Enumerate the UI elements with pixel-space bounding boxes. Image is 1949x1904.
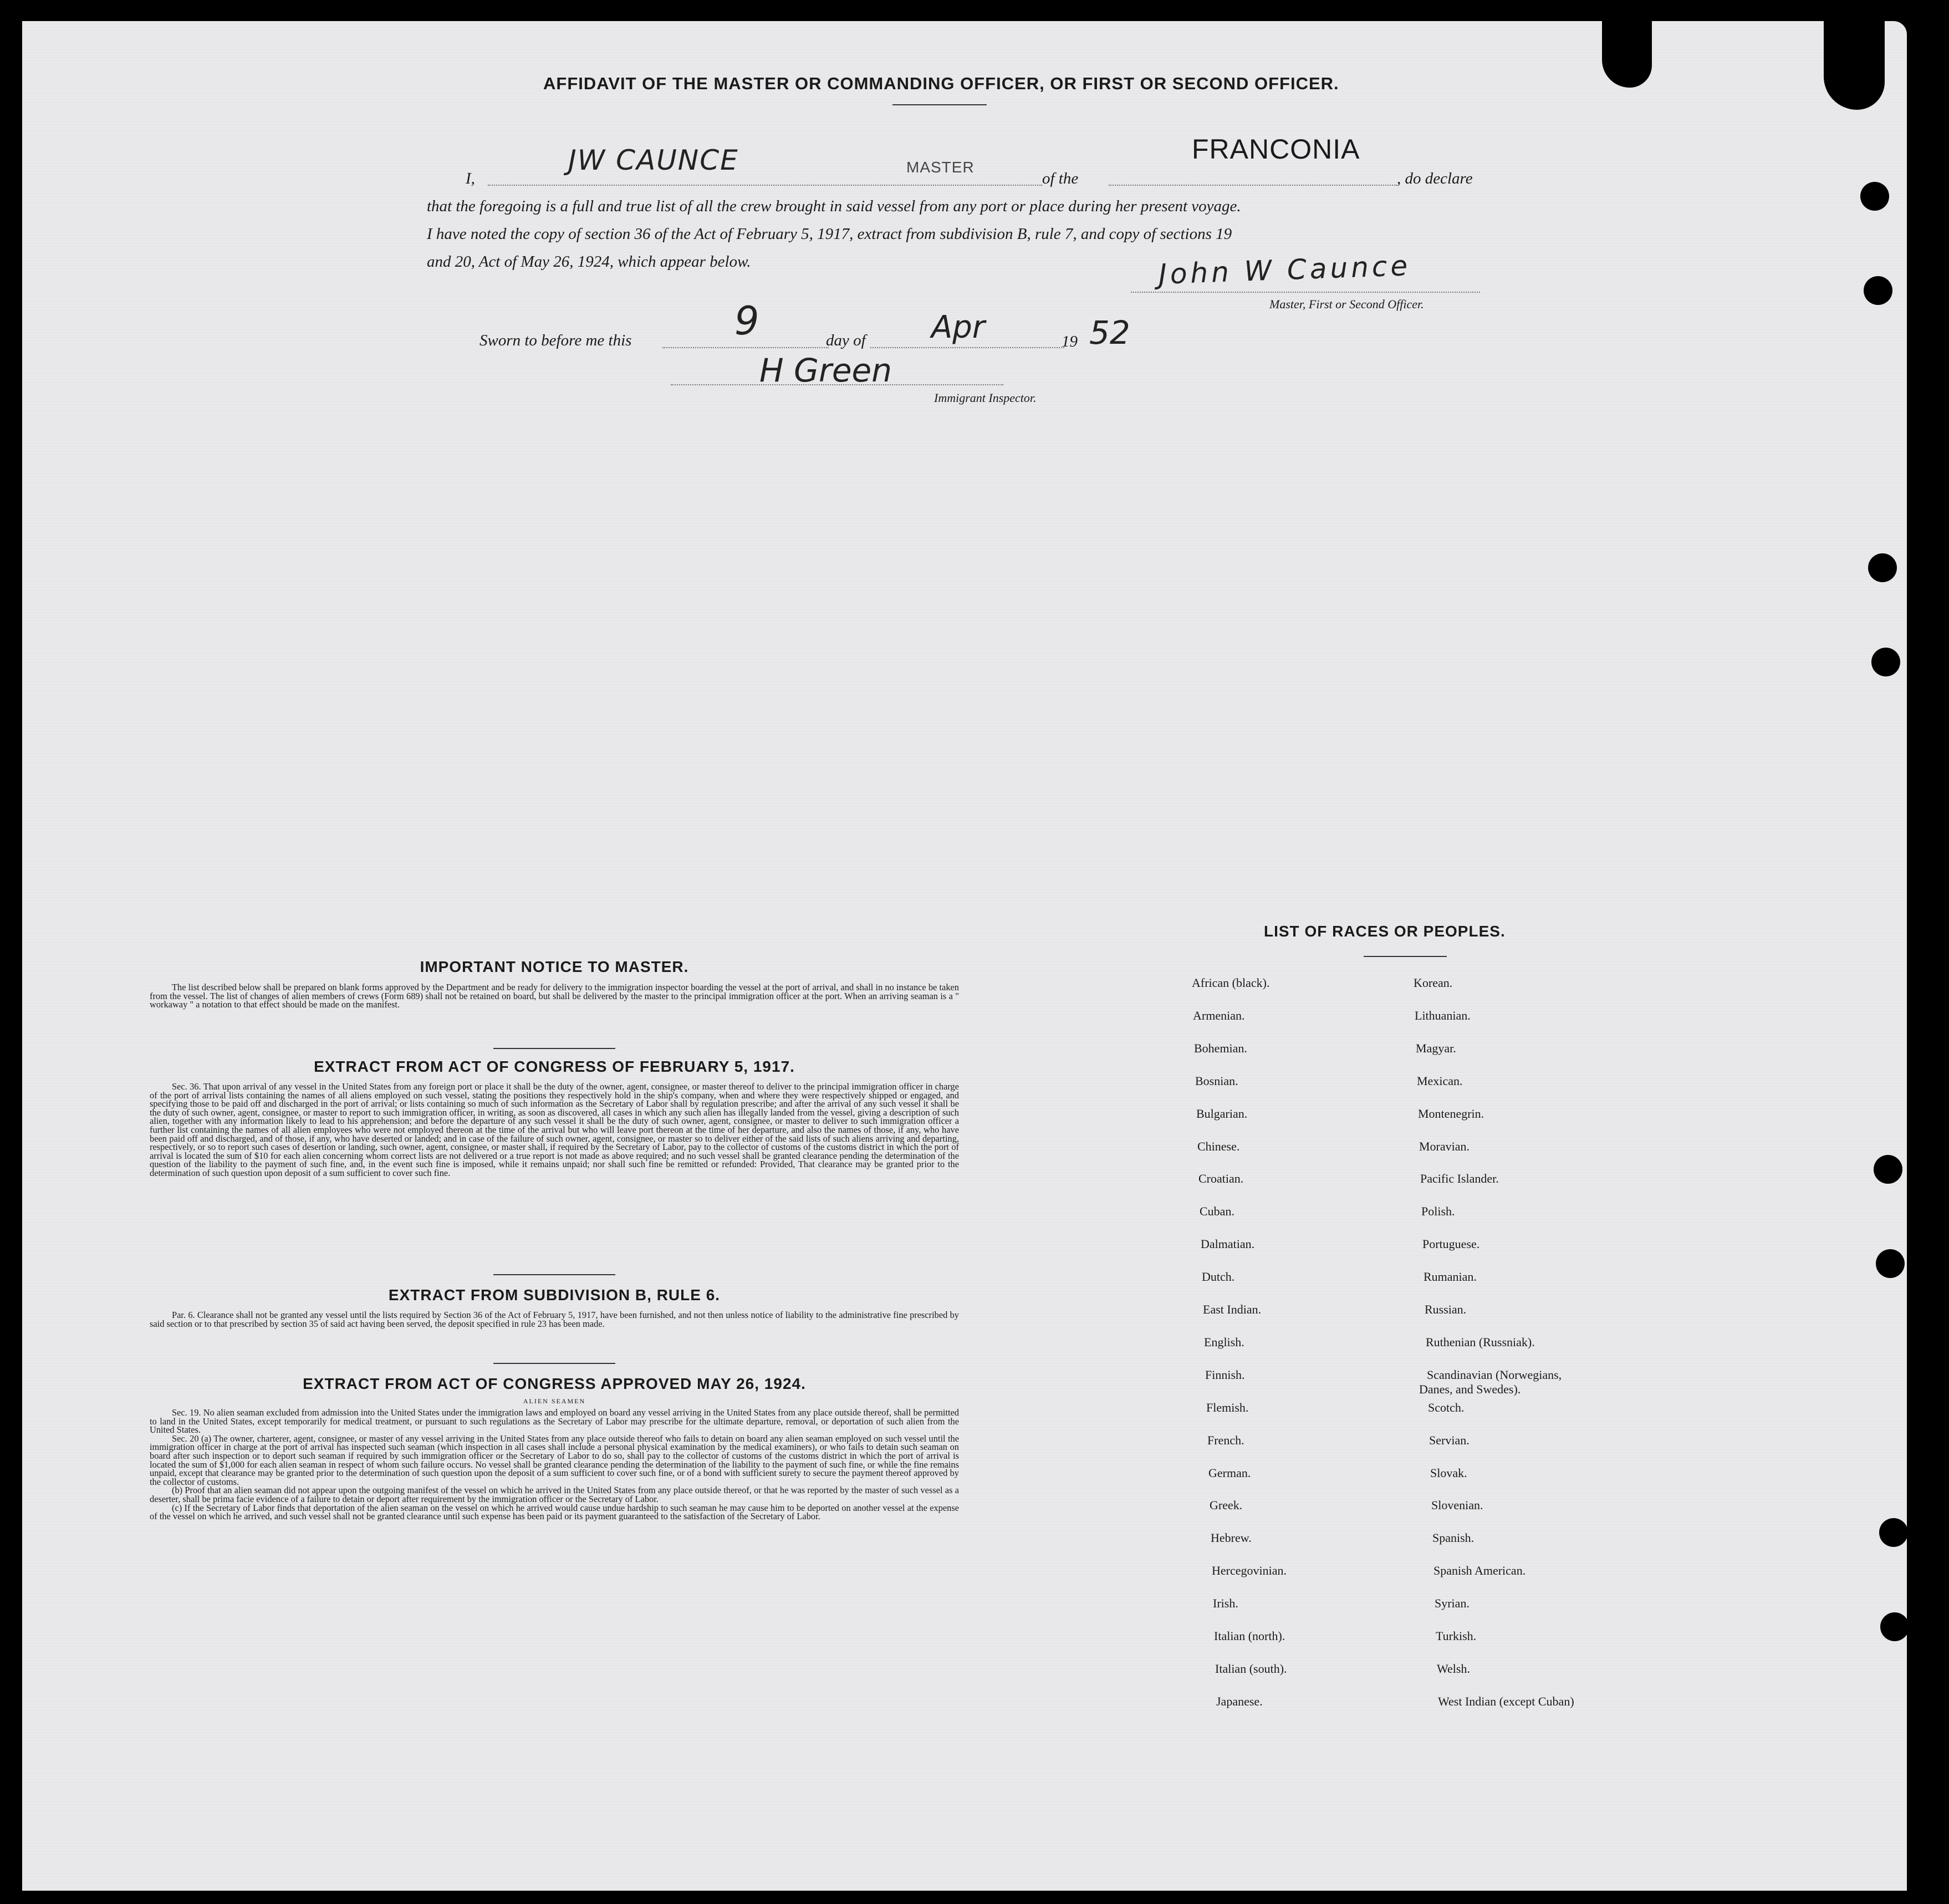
punch-hole [1876, 1249, 1905, 1278]
race-item: Welsh. [1437, 1661, 1470, 1676]
affidavit-title: AFFIDAVIT OF THE MASTER OR COMMANDING OFFICER, OR FIRST OR SECOND OFFICER. [543, 74, 1339, 93]
divider [493, 1274, 615, 1275]
master-name: JW CAUNCE [568, 144, 739, 176]
sworn-label: Sworn to before me this [479, 332, 632, 349]
ink-blot [1824, 21, 1885, 110]
race-item: German. [1208, 1465, 1251, 1480]
signature-line [1131, 292, 1480, 293]
inspector-signature: H Green [759, 352, 892, 389]
race-item: Spanish. [1432, 1531, 1474, 1545]
race-item: Dalmatian. [1201, 1237, 1255, 1251]
sworn-day: 9 [734, 298, 759, 344]
race-item: Slovak. [1430, 1465, 1467, 1480]
race-item-continuation: Danes, and Swedes). [1419, 1382, 1521, 1396]
race-item: Hercegovinian. [1212, 1564, 1287, 1578]
race-item: Croatian. [1198, 1172, 1244, 1186]
race-item: Bohemian. [1194, 1041, 1247, 1055]
race-item: Chinese. [1197, 1139, 1240, 1153]
race-item: Bosnian. [1195, 1073, 1238, 1088]
races-title: LIST OF RACES OR PEOPLES. [1264, 923, 1506, 940]
race-item: Pacific Islander. [1420, 1172, 1499, 1186]
race-item: Russian. [1425, 1302, 1467, 1316]
race-item: African (black). [1192, 976, 1270, 990]
race-item: Finnish. [1205, 1367, 1245, 1382]
extract-1924-text [150, 1408, 959, 1521]
vessel-name: FRANCONIA [1192, 134, 1360, 165]
master-signature: John W Caunce [1158, 250, 1411, 291]
race-item: Korean. [1414, 976, 1453, 990]
punch-hole [1864, 276, 1892, 305]
extract-rule6-title: EXTRACT FROM SUBDIVISION B, RULE 6. [388, 1286, 721, 1304]
race-item: Montenegrin. [1418, 1106, 1484, 1121]
race-item: Dutch. [1202, 1270, 1235, 1284]
race-item: Mexican. [1417, 1073, 1463, 1088]
race-item: Scandinavian (Norwegians, [1427, 1367, 1562, 1382]
master-name-line [488, 185, 1042, 186]
sec-20b: (b) Proof that an alien seaman did not appear upon the outgoing manifest of the vessel on which he arrived in the United States from any place outside thereof, or that he was reported by the master of such vessel as a deserter, shall be prima facie evidence of a failure to detain or deport after requirement by the immigration officer or the Secretary of Labor. [150, 1485, 959, 1504]
manifest-page [22, 21, 1907, 1891]
race-item: English. [1204, 1335, 1244, 1349]
extract-1924-subtitle: ALIEN SEAMEN [523, 1397, 586, 1405]
race-item: Cuban. [1200, 1204, 1234, 1219]
race-item: Flemish. [1206, 1400, 1249, 1414]
race-item: Ruthenian (Russniak). [1426, 1335, 1535, 1349]
sec-20a: Sec. 20 (a) The owner, charterer, agent, consignee, or master of any vessel arriving in the United States from any place outside thereof who fails to detain on board any alien seaman employed on such vessel until the immigration officer in charge at the port of arrival has inspected such seaman (which inspection in all cases shall include a personal physical examination by the medical examiners), or who fails to detain such seaman on board after such inspection or to deport such seaman if required by such immigration officer or the Secretary of Labor to do so, shall pay to the collector of customs of the customs district in which the port of arrival is located the sum of $1,000 for each alien seaman in respect of whom such failure occurs. No vessel shall be granted clearance pending the determination of the liability to the payment of such fine, or while the fine remains unpaid, except that clearance may be granted prior to the determination of such question upon the deposit of a sum sufficient to cover such fine, or of a bond with sufficient surety to secure the payment thereof approved by the collector of customs. [150, 1433, 959, 1487]
day-of-label: day of [826, 332, 866, 349]
ink-blot [1602, 21, 1652, 88]
races-title-underline [1364, 956, 1447, 957]
extract-rule6-text: Par. 6. Clearance shall not be granted any vessel until the lists required by Section 36 of the Act of February 5, 1917, have been furnished, and not then unless notice of liability to the administrative fine prescribed by said section or to that prescribed by section 35 of said act having been served, the deposit specified in rule 23 has been made. [150, 1310, 959, 1329]
master-label: MASTER [906, 159, 975, 176]
year-prefix: 19 [1062, 333, 1078, 350]
race-item: Greek. [1210, 1498, 1243, 1513]
race-item: Irish. [1213, 1596, 1238, 1611]
sec-19: Sec. 19. No alien seaman excluded from admission into the United States under the immigration laws and employed on board any vessel arriving in the United States from any place outside thereof, shall be permitted to land in the United States, except temporarily for medical treatment, or pursuant to such regulations as the Secretary of Labor may prescribe for the ultimate departure, removal, or deportation of such alien from the United States. [150, 1407, 959, 1435]
sec-20c: (c) If the Secretary of Labor finds that deportation of the alien seaman on the vessel on which he arrived would cause undue hardship to such seaman he may cause him to be deported on another vessel at the expense of the vessel on which he arrived, and such vessel shall not be granted clearance until such expense has been paid or its payment guaranteed to the satisfaction of the Secretary of Labor. [150, 1502, 959, 1522]
extract-1917-title: EXTRACT FROM ACT OF CONGRESS OF FEBRUARY 5, 1917. [314, 1058, 795, 1075]
race-item: West Indian (except Cuban) [1438, 1694, 1574, 1708]
race-item: Servian. [1429, 1433, 1470, 1447]
extract-1924-title: EXTRACT FROM ACT OF CONGRESS APPROVED MAY 26, 1924. [303, 1375, 806, 1392]
divider [493, 1363, 615, 1364]
sworn-month: Apr [931, 309, 985, 345]
vessel-line [1109, 185, 1397, 186]
extract-1917-text: Sec. 36. That upon arrival of any vessel in the United States from any foreign port or place it shall be the duty of the owner, agent, consignee, or master thereof to deliver to the principal immigration officer in charge of the port of arrival lists containing the names of all aliens employed on such vessel, stating the positions they respectively hold in the ship's company, when and where they were respectively shipped or engaged, and specifying those to be paid off and discharged in the port of arrival; or lists containing so much of such information as the Secretary of Labor shall by regulation prescribe; and after the arrival of any such vessel it shall be the duty of such owner, agent, consignee, or master to report to such immigration officer, in writing, as soon as discovered, all cases in which any such alien has illegally landed from the vessel, giving a description of such alien, together with any information likely to lead to his apprehension; and before the departure of any such vessel it shall be the duty of such owner, agent, consignee, or master to deliver to such immigration officer a further list containing the names of all alien employees who were not employed thereon at the time of the arrival but who will leave port thereon at the time of her departure, and also the names of those, if any, who have been paid off and discharged, and of those, if any, who have deserted or landed; and in case of the failure of such owner, agent, consignee, or master so to deliver either of the said lists of such aliens arriving and departing, respectively, or so to report such cases of desertion or landing, such owner, agent, consignee, or master shall, if required by the Secretary of Labor, pay to the collector of customs of the customs district in which the port of arrival is located the sum of $10 for each alien concerning whom correct lists are not delivered or a true report is not made as above required; and no such vessel shall be granted clearance pending the determination of the question of the liability to the payment of such fine, and, in the event such fine is imposed, while it remains unpaid; nor shall such fine be remitted or refunded: Provided, That clearance may be granted prior to the determination of such question upon deposit of a sum sufficient to cover such fine. [150, 1081, 959, 1178]
punch-hole [1871, 648, 1900, 676]
divider [493, 1048, 615, 1049]
sworn-month-line [870, 347, 1064, 348]
punch-hole [1868, 553, 1897, 582]
punch-hole [1874, 1155, 1902, 1184]
signature-label: Master, First or Second Officer. [1269, 297, 1424, 311]
race-item: Moravian. [1419, 1139, 1470, 1153]
inspector-label: Immigrant Inspector. [934, 391, 1037, 405]
race-item: Magyar. [1416, 1041, 1456, 1055]
race-item: Scotch. [1428, 1400, 1465, 1414]
do-declare-label: , do declare [1397, 170, 1473, 187]
of-the-label: of the [1042, 170, 1079, 187]
inspector-line [671, 384, 1003, 385]
race-item: Syrian. [1435, 1596, 1470, 1611]
race-item: Polish. [1421, 1204, 1455, 1219]
race-item: East Indian. [1203, 1302, 1262, 1316]
punch-hole [1860, 182, 1889, 211]
title-underline [892, 104, 987, 105]
race-item: Spanish American. [1433, 1564, 1526, 1578]
race-item: French. [1207, 1433, 1244, 1447]
race-item: Turkish. [1436, 1629, 1477, 1643]
race-item: Japanese. [1216, 1694, 1263, 1708]
race-item: Italian (south). [1215, 1661, 1287, 1676]
race-item: Armenian. [1193, 1008, 1245, 1022]
race-item: Lithuanian. [1415, 1008, 1471, 1022]
race-item: Rumanian. [1424, 1270, 1477, 1284]
punch-hole [1879, 1518, 1908, 1547]
notice-title: IMPORTANT NOTICE TO MASTER. [420, 958, 689, 975]
affidavit-line-3: I have noted the copy of section 36 of the Act of February 5, 1917, extract from subdivision B, rule 7, and copy of sections 19 [427, 225, 1232, 243]
punch-hole [1880, 1612, 1909, 1641]
notice-text: The list described below shall be prepared on blank forms approved by the Department and be ready for delivery to the immigration inspector boarding the vessel at the port of arrival, and shall in no instance be taken from the vessel. The list of changes of alien members of crews (Form 689) shall not be retained on board, but shall be delivered by the master to the principal immigration officer at the port. When an arriving seaman is a " workaway " a notation to that effect should be made on the manifest. [150, 982, 959, 1010]
race-item: Bulgarian. [1196, 1106, 1248, 1121]
race-item: Portuguese. [1422, 1237, 1480, 1251]
race-item: Italian (north). [1214, 1629, 1285, 1643]
affidavit-line-2: that the foregoing is a full and true list of all the crew brought in said vessel from any port or place during her present voyage. [427, 197, 1241, 215]
race-item: Hebrew. [1211, 1531, 1252, 1545]
year-suffix: 52 [1089, 314, 1130, 352]
affidavit-I: I, [466, 170, 475, 187]
race-item: Slovenian. [1431, 1498, 1483, 1513]
sworn-day-line [662, 347, 829, 348]
affidavit-line-4: and 20, Act of May 26, 1924, which appear below. [427, 253, 751, 271]
